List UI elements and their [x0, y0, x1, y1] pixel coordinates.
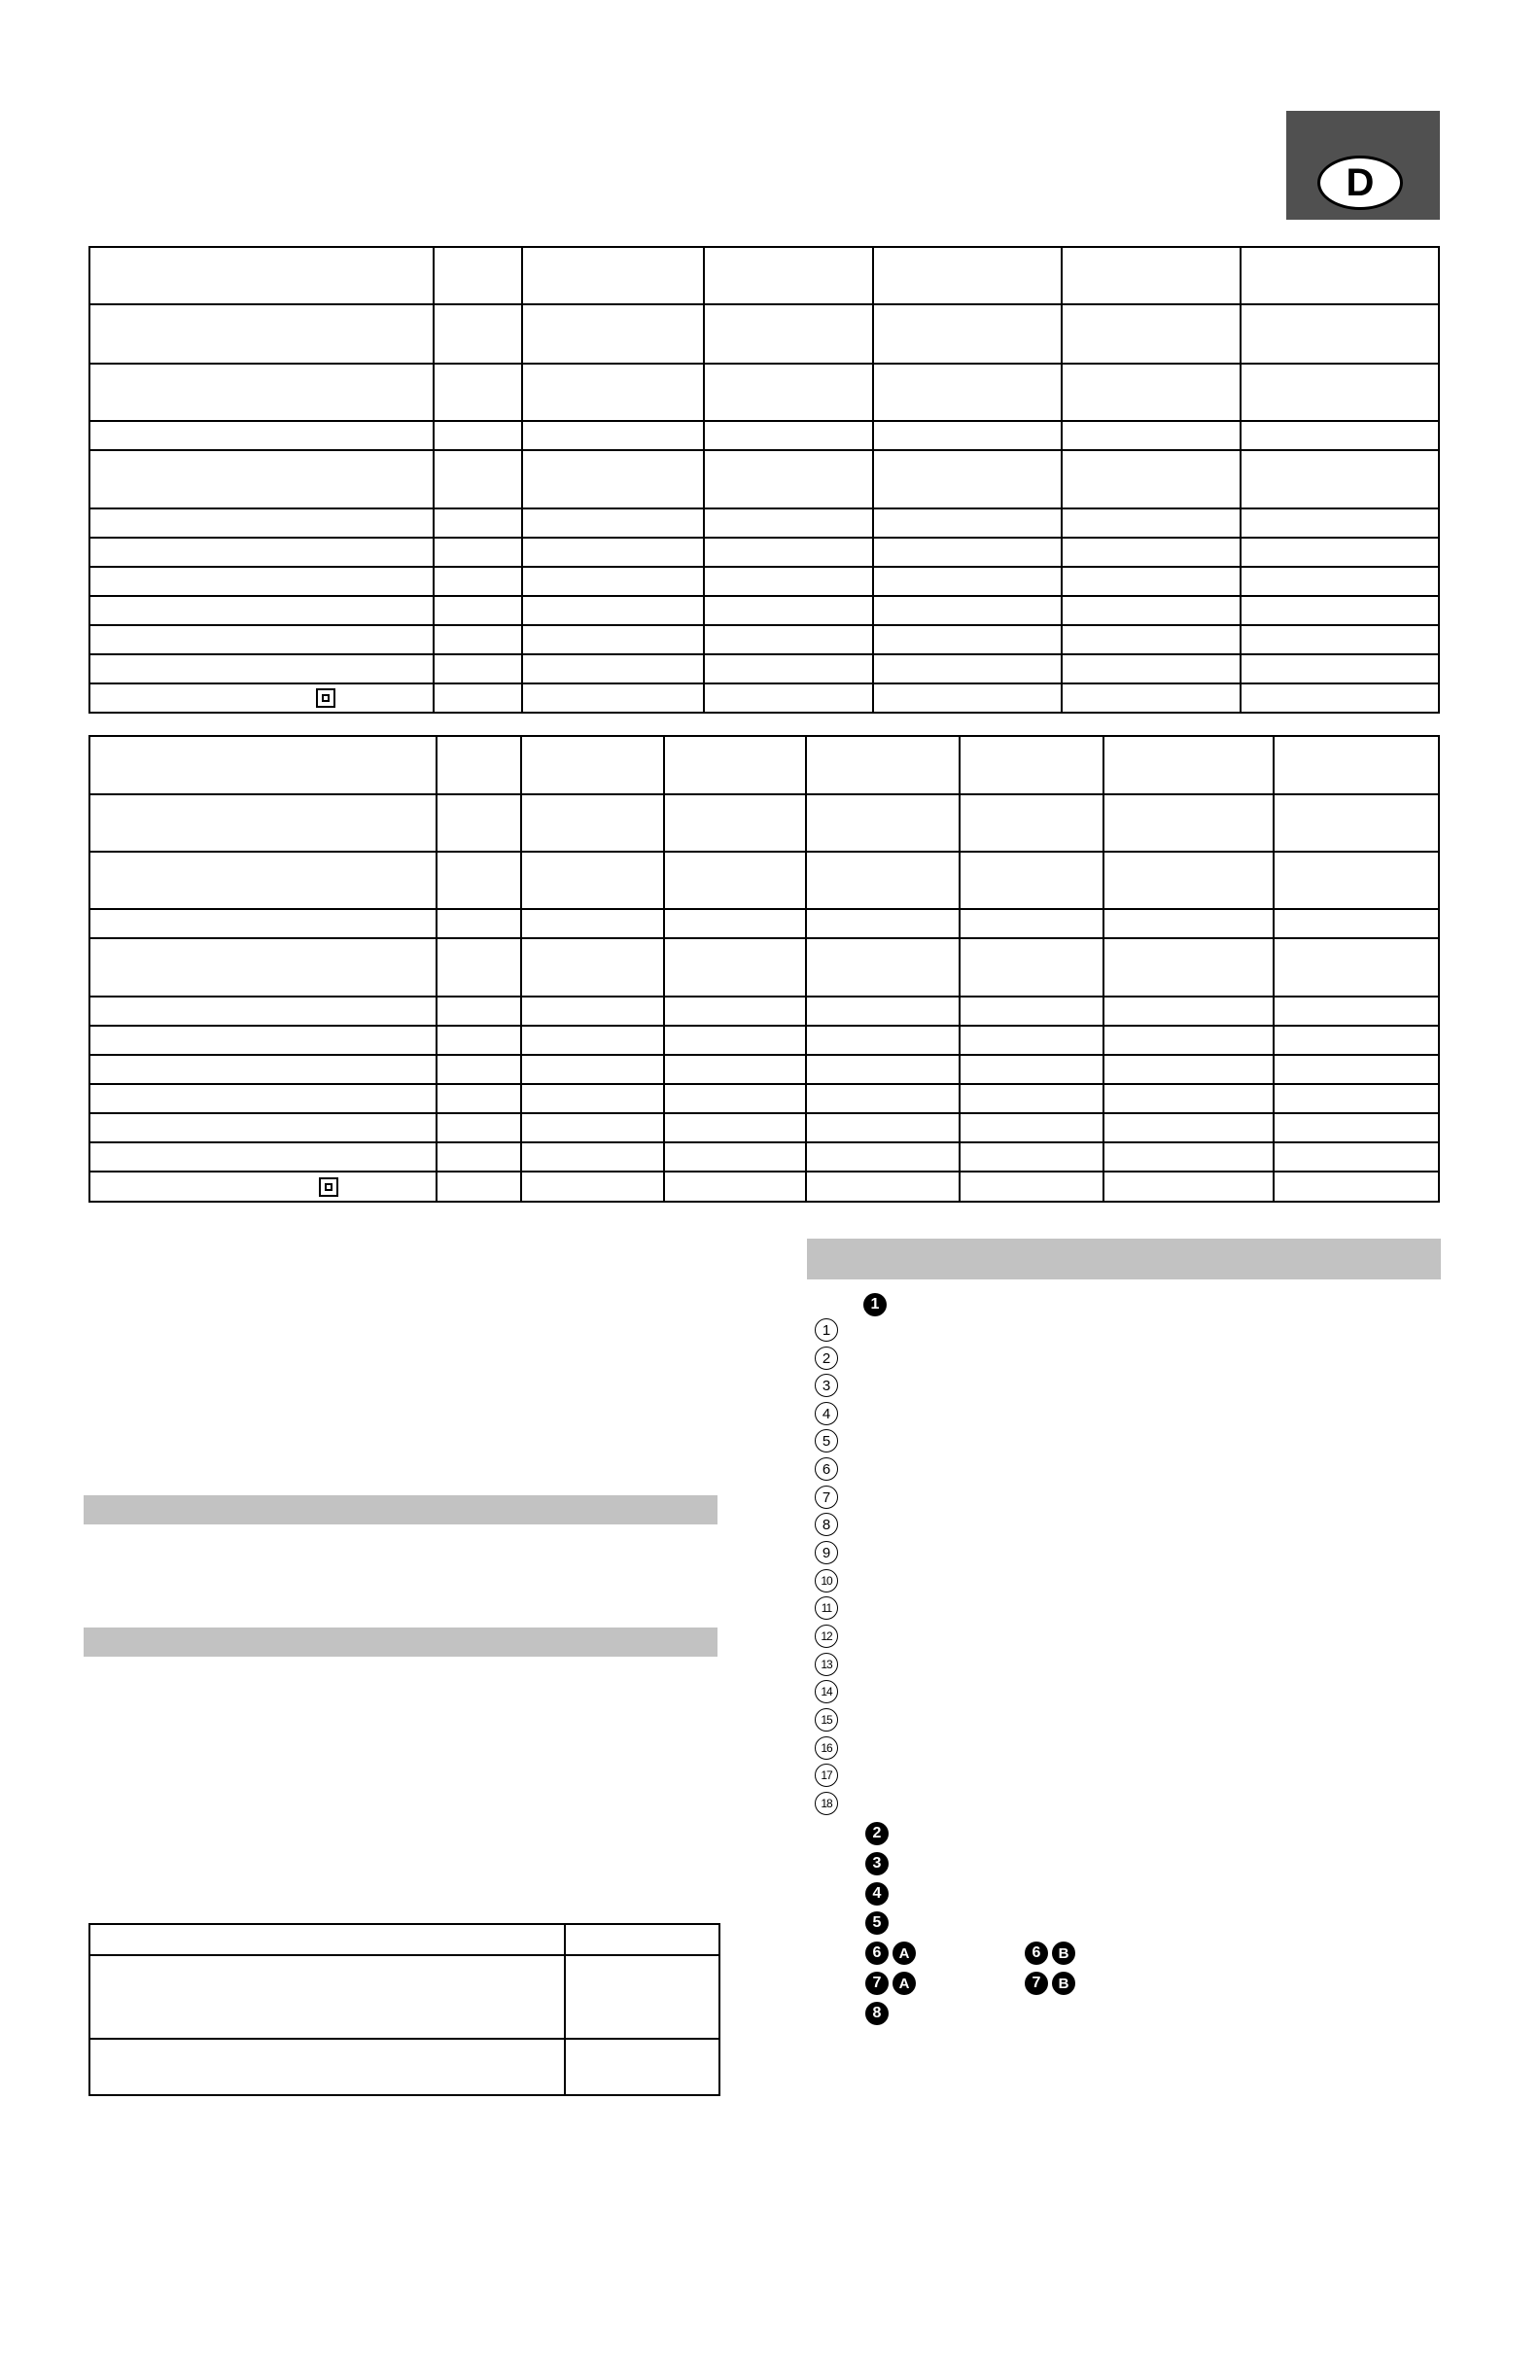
table-row	[89, 852, 1439, 909]
table-row	[89, 2039, 719, 2095]
table-row	[89, 596, 1439, 625]
language-badge	[1286, 111, 1440, 220]
section-header-bar-left-2	[84, 1628, 718, 1657]
part-number-7: 7	[815, 1486, 838, 1509]
table-row	[89, 938, 1439, 997]
table-row	[89, 567, 1439, 596]
table-row	[89, 1055, 1439, 1084]
part-number-1: 1	[815, 1318, 838, 1342]
table-row	[89, 997, 1439, 1026]
part-number-10: 10	[815, 1569, 838, 1592]
part-number-18: 18	[815, 1792, 838, 1815]
table-row	[89, 1172, 1439, 1202]
table-row	[89, 1113, 1439, 1142]
table-row	[89, 736, 1439, 794]
table-row	[89, 364, 1439, 421]
table-row	[89, 654, 1439, 683]
spec-table-2	[88, 735, 1440, 1203]
table-row	[89, 1924, 719, 1955]
figure-marker-7-a: A	[892, 1972, 916, 1995]
part-number-4: 4	[815, 1402, 838, 1425]
figure-marker-7: 7	[865, 1972, 889, 1995]
table-row	[89, 625, 1439, 654]
small-table	[88, 1923, 720, 2096]
figure-marker-7-alt: 7	[1025, 1972, 1048, 1995]
part-number-9: 9	[815, 1541, 838, 1564]
part-number-12: 12	[815, 1625, 838, 1648]
figure-marker-6-alt: 6	[1025, 1942, 1048, 1965]
figure-marker-4: 4	[865, 1882, 889, 1906]
table-row	[89, 247, 1439, 304]
language-code: D	[1317, 156, 1403, 210]
table-row	[89, 683, 1439, 713]
double-insulation-icon	[319, 1177, 338, 1197]
figure-marker-2: 2	[865, 1822, 889, 1845]
table-row	[89, 794, 1439, 852]
figure-marker-3: 3	[865, 1852, 889, 1875]
figure-marker-6-a: A	[892, 1942, 916, 1965]
table-row	[89, 1026, 1439, 1055]
table-row	[89, 1084, 1439, 1113]
table-row	[89, 909, 1439, 938]
table-row	[89, 304, 1439, 364]
figure-marker-6-b: B	[1052, 1942, 1075, 1965]
part-number-14: 14	[815, 1680, 838, 1703]
table-row	[89, 450, 1439, 508]
section-header-bar-right	[807, 1239, 1441, 1279]
spec-table-1	[88, 246, 1440, 714]
part-number-6: 6	[815, 1457, 838, 1481]
figure-marker-5: 5	[865, 1911, 889, 1935]
figure-marker-8: 8	[865, 2002, 889, 2025]
part-number-13: 13	[815, 1653, 838, 1676]
figure-marker-6: 6	[865, 1942, 889, 1965]
figure-marker-1: 1	[863, 1293, 887, 1316]
part-number-17: 17	[815, 1764, 838, 1787]
table-row	[89, 538, 1439, 567]
part-number-16: 16	[815, 1736, 838, 1760]
section-header-bar-left-1	[84, 1495, 718, 1524]
figure-marker-7-b: B	[1052, 1972, 1075, 1995]
table-row	[89, 1955, 719, 2039]
part-number-3: 3	[815, 1374, 838, 1397]
part-number-15: 15	[815, 1708, 838, 1732]
table-row	[89, 508, 1439, 538]
table-row	[89, 1142, 1439, 1172]
part-number-11: 11	[815, 1596, 838, 1620]
part-number-8: 8	[815, 1513, 838, 1536]
part-number-2: 2	[815, 1347, 838, 1370]
double-insulation-icon	[316, 688, 335, 708]
part-number-5: 5	[815, 1429, 838, 1452]
table-row	[89, 421, 1439, 450]
